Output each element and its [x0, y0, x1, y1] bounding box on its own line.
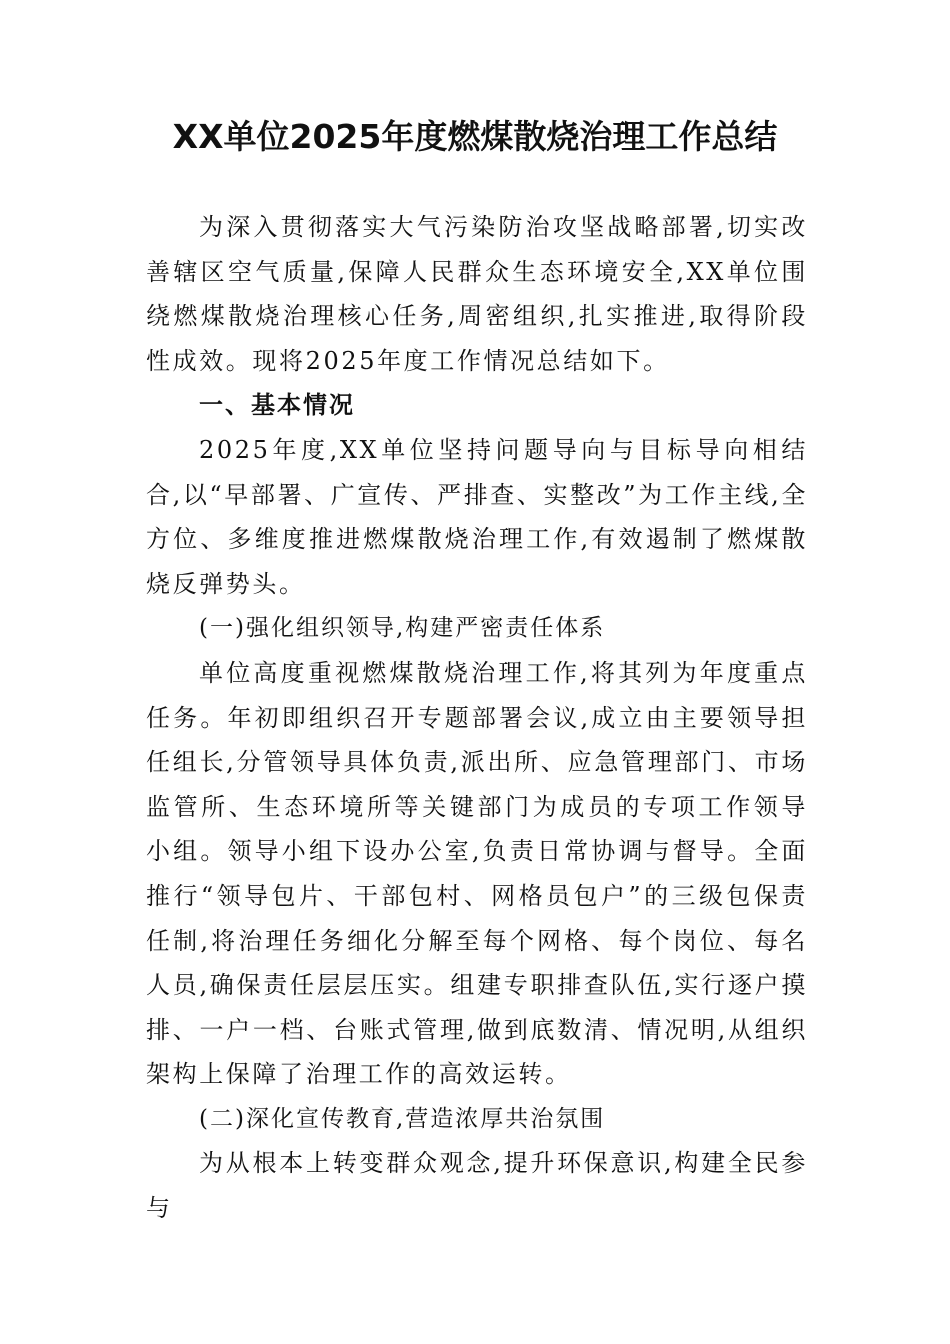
section-1-paragraph: 2025年度,XX单位坚持问题导向与目标导向相结合,以“早部署、广宣传、严排查、实整改”为工作主线,全方位、多维度推进燃煤散烧治理工作,有效遏制了燃煤散烧反弹势头。 — [146, 435, 808, 598]
section-heading-basic-situation: 一、基本情况 — [199, 391, 355, 420]
document-title: XX单位2025年度燃煤散烧治理工作总结 — [172, 117, 778, 156]
document-body — [146, 205, 808, 1231]
subsection-heading-publicity: (二)深化宣传教育,营造浓厚共治氛围 — [199, 1105, 606, 1132]
subsection-2-paragraph: 为从根本上转变群众观念,提升环保意识,构建全民参与 — [146, 1149, 808, 1223]
intro-paragraph: 为深入贯彻落实大气污染防治攻坚战略部署,切实改善辖区空气质量,保障人民群众生态环境安全,XX单位围绕燃煤散烧治理核心任务,周密组织,扎实推进,取得阶段性成效。现将2025年度工作情况总结如下。 — [146, 213, 808, 375]
subsection-1-paragraph: 单位高度重视燃煤散烧治理工作,将其列为年度重点任务。年初即组织召开专题部署会议,成立由主要领导担任组长,分管领导具体负责,派出所、应急管理部门、市场监管所、生态环境所等关键部门为成员的专项工作领导小组。领导小组下设办公室,负责日常协调与督导。全面推行“领导包片、干部包村、网格员包户”的三级包保责任制,将治理任务细化分解至每个网格、每个岗位、每名人员,确保责任层层压实。组建专职排查队伍,实行逐户摸排、一户一档、台账式管理,做到底数清、情况明,从组织架构上保障了治理工作的高效运转。 — [146, 658, 808, 1089]
subsection-heading-organization: (一)强化组织领导,构建严密责任体系 — [199, 615, 606, 642]
